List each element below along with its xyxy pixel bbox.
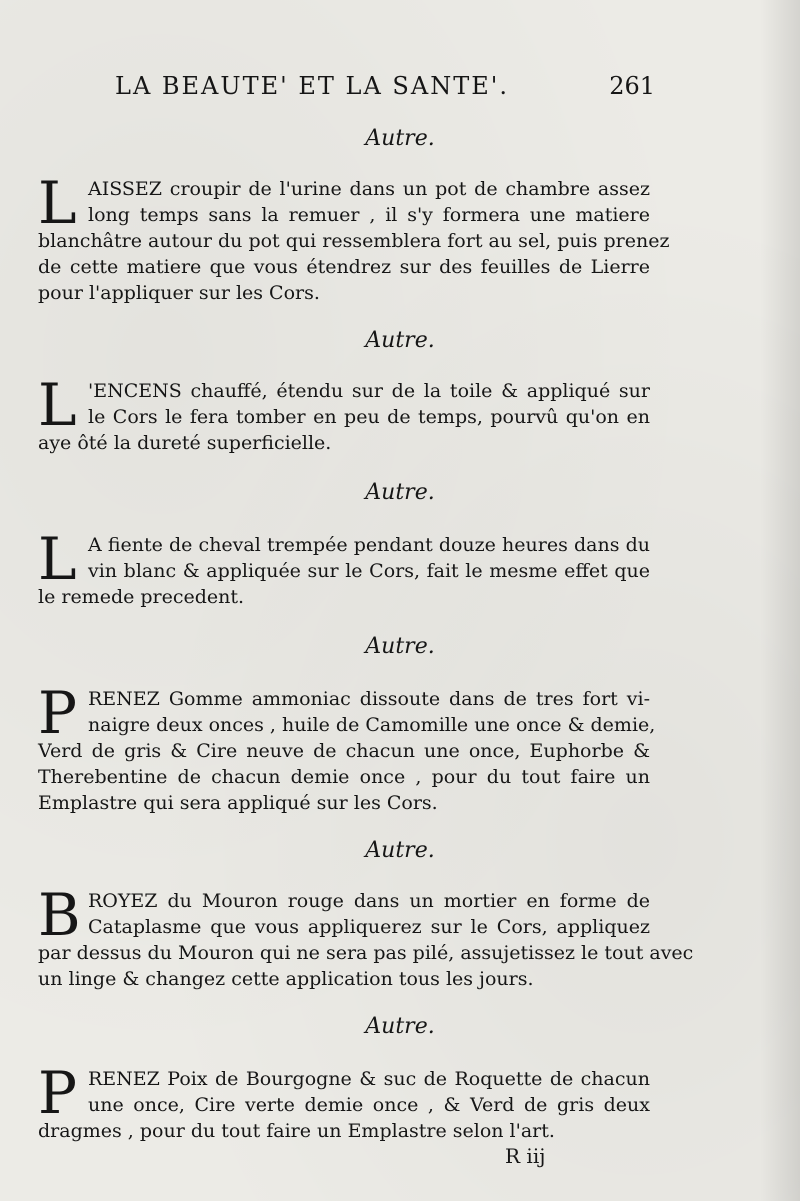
text-line: ROYEZ du Mouron rouge dans un mortier en forme de	[88, 890, 650, 912]
text-line: long temps sans la remuer , il s'y formera une matiere	[88, 204, 650, 226]
section-heading: Autre.	[365, 480, 435, 505]
text-line: blanchâtre autour du pot qui ressemblera fort au sel, puis prenez	[38, 230, 670, 252]
text-line: RENEZ Gomme ammoniac dissoute dans de tres fort vi-	[88, 688, 650, 710]
text-line: 'ENCENS chauffé, étendu sur de la toile & appliqué sur	[88, 380, 650, 402]
recipe-paragraph	[38, 881, 694, 992]
text-line: vin blanc & appliquée sur le Cors, fait le mesme effet que	[88, 560, 650, 582]
section-heading: Autre.	[365, 838, 435, 863]
section-heading: Autre.	[365, 1014, 435, 1039]
page-header	[115, 72, 655, 108]
text-line: une once, Cire verte demie once , & Verd de gris deux	[88, 1094, 650, 1116]
text-line: aye ôté la dureté superficielle.	[38, 432, 332, 454]
drop-cap: B	[38, 881, 81, 949]
section-heading: Autre.	[365, 328, 435, 353]
recipe-paragraph	[38, 525, 650, 610]
signature-mark: R iij	[505, 1144, 546, 1168]
recipe-paragraph	[38, 169, 670, 306]
text-line: RENEZ Poix de Bourgogne & suc de Roquette de chacun	[88, 1068, 650, 1090]
text-line: Emplastre qui sera appliqué sur les Cors.	[38, 792, 438, 814]
text-line: pour l'appliquer sur les Cors.	[38, 282, 320, 304]
text-line: Therebentine de chacun demie once , pour du tout faire un	[38, 766, 650, 788]
drop-cap: L	[38, 371, 77, 439]
text-line: dragmes , pour du tout faire un Emplastre selon l'art.	[38, 1120, 555, 1142]
running-title: LA BEAUTE' ET LA SANTE'.	[115, 72, 509, 100]
text-line: de cette matiere que vous étendrez sur des feuilles de Lierre	[38, 256, 650, 278]
page-number: 261	[609, 72, 655, 100]
text-line: Cataplasme que vous appliquerez sur le Cors, appliquez	[88, 916, 650, 938]
text-line: le Cors le fera tomber en peu de temps, pourvû qu'on en	[88, 406, 650, 428]
drop-cap: L	[38, 169, 77, 237]
recipe-paragraph	[38, 1059, 650, 1144]
section-heading: Autre.	[365, 634, 435, 659]
text-line: Verd de gris & Cire neuve de chacun une once, Euphorbe &	[38, 740, 650, 762]
section-heading: Autre.	[365, 126, 435, 151]
drop-cap: P	[38, 679, 78, 747]
text-line: A fiente de cheval trempée pendant douze heures dans du	[88, 534, 650, 556]
text-line: par dessus du Mouron qui ne sera pas pilé, assujetissez le tout avec	[38, 942, 694, 964]
text-line: AISSEZ croupir de l'urine dans un pot de chambre assez	[88, 178, 650, 200]
drop-cap: P	[38, 1059, 78, 1127]
drop-cap: L	[38, 525, 77, 593]
text-line: un linge & changez cette application tous les jours.	[38, 968, 534, 990]
recipe-paragraph	[38, 371, 650, 456]
recipe-paragraph	[38, 679, 656, 816]
text-line: naigre deux onces , huile de Camomille une once & demie,	[88, 714, 656, 736]
text-line: le remede precedent.	[38, 586, 245, 608]
